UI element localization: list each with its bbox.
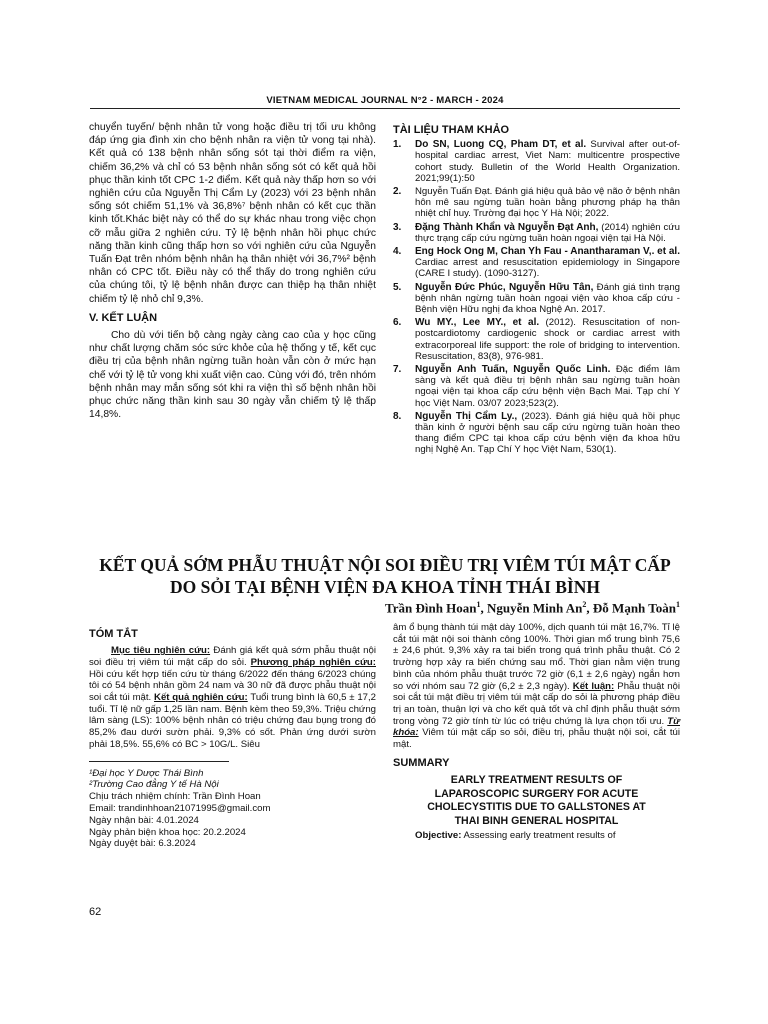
author-name: Trần Đình Hoan [385, 600, 477, 616]
reference-text: (2023). Đánh giá hiệu quả hồi phục thần kinh ở người bệnh sau cấp cứu ngừng tuần hoàn theo thang điểm CPC tại khoa cấp cứu bệnh viện đa khoa hữu nghị Nghệ An. Tạp Chí Y học Việt Nam, 530(1). [415, 410, 680, 456]
abstract-keywords-text: Viêm túi mật cấp so sỏi, điều trị, phẫu thuật nội soi, cắt túi mật. [393, 727, 680, 751]
summary-objective-text: Assessing early treatment results of [461, 830, 616, 842]
reference-authors: Nguyễn Thị Cẩm Ly., [415, 410, 518, 422]
reference-text: (2014) nghiên cứu thực trạng cấp cứu ngừng tuần hoàn ngoại viện tại Hà Nội. [415, 221, 681, 244]
abstract-column [89, 622, 376, 850]
reference-authors: Nguyễn Anh Tuấn, Nguyễn Quốc Linh. [415, 364, 611, 376]
reference-item [393, 364, 680, 409]
abstract-conclusion-text: Phẫu thuật nội soi cắt túi mật điều trị viêm túi mật cấp do sỏi là phương pháp điều trị an toàn, thuận lợi và cho kết quả tốt và chỉ định phẫu thuật sớm trong vòng 72 giờ tính từ lúc có triệu chứng là lựa chọn tối ưu. [393, 680, 680, 727]
abstract-paragraph [89, 645, 376, 750]
author-affiliation-mark: 1 [676, 600, 680, 609]
reference-text: Nguyễn Tuấn Đạt. Đánh giá hiệu quả bảo vệ não ở bệnh nhân hôn mê sau ngừng tuần hoàn bằng phương pháp hạ thân nhiệt chỉ huy. Trường đại học Y Hà Nội; 2022. [415, 186, 680, 220]
abstract-result-label: Kết quả nghiên cứu: [154, 692, 248, 704]
conclusion-heading: V. KẾT LUẬN [89, 311, 158, 324]
reference-item [393, 317, 680, 362]
author-affiliation-mark: 1 [476, 600, 481, 609]
summary-objective-label: Objective: [415, 830, 462, 842]
english-title-line: CHOLECYSTITIS DUE TO GALLSTONES AT [427, 801, 646, 814]
reference-number: 7. [393, 364, 402, 376]
abstract-conclusion-label: Kết luận: [572, 680, 615, 692]
author-affiliation-mark: 2 [582, 600, 587, 609]
article-title-line: KẾT QUẢ SỚM PHẪU THUẬT NỘI SOI ĐIỀU TRỊ VIÊM TÚI MẬT CẤP [99, 555, 671, 575]
header-rule [90, 108, 680, 109]
english-title [393, 774, 680, 828]
reference-number: 6. [393, 317, 402, 329]
author-email: Email: trandinhhoan21071995@gmail.com [89, 802, 271, 814]
reference-item [393, 246, 680, 280]
reference-item [393, 282, 680, 316]
reference-number: 8. [393, 410, 402, 422]
reference-text: Đặc điểm lâm sàng và kết quả điều trị bệnh nhân sau ngừng tuần hoàn ngoại viện tại khoa cấp cứu bệnh viện Bạch Mai. Tạp chí Y học Việt Nam. 03/07 2023;523(2). [415, 364, 680, 409]
reference-authors: Nguyễn Đức Phúc, Nguyễn Hữu Tân, [415, 281, 594, 293]
abstract-objective-text: Đánh giá kết quả sớm phẫu thuật nội soi điều trị viêm túi mật cấp do sỏi. [89, 645, 376, 668]
date-received: Ngày nhận bài: 4.01.2024 [89, 814, 199, 826]
reference-number: 2. [393, 186, 402, 198]
reference-item [393, 222, 680, 244]
conclusion-paragraph: Cho dù với tiến bộ càng ngày càng cao của y học cũng như chất lượng chăm sóc sức khỏe của hệ thống y tế, kết cục điều trị của bệnh nhân ngừng tuần hoàn vẫn còn ở mức hạn chế với tỷ lệ tử vong khi xuất viện cao. Cùng với đó, trên nhóm bệnh nhân may mắn sống sót khi ra viện thì số bệnh nhân hồi phục chức năng thần kinh sau 30 ngày vẫn chiếm tỷ lệ thấp 14,8%. [89, 330, 376, 421]
reference-text: Survival after out-of-hospital cardiac arrest, Viet Nam: multicentre prospective cohort study. Bulletin of the World Health Organization. 2021;99(1):50 [415, 139, 680, 184]
footnotes [89, 768, 376, 851]
author-name: Đỗ Mạnh Toàn [592, 600, 676, 616]
reference-authors: Wu MY., Lee MY., et al. [415, 317, 540, 329]
article-title [90, 554, 680, 598]
reference-number: 1. [393, 139, 402, 151]
date-accepted: Ngày duyệt bài: 6.3.2024 [89, 838, 196, 850]
affiliation-2: ²Trường Cao đẳng Y tế Hà Nội [89, 779, 219, 791]
reference-number: 4. [393, 246, 402, 258]
abstract-continuation [393, 622, 680, 751]
author-line: Trần Đình Hoan$^1$, Nguyễn Minh An$^2$, Đỗ Mạnh Toàn$^1$ [385, 600, 680, 616]
date-reviewed: Ngày phản biện khoa học: 20.2.2024 [89, 826, 246, 838]
references-title: TÀI LIỆU THAM KHẢO [393, 124, 510, 136]
reference-text: Cardiac arrest and resuscitation epidemiology in Singapore (CARE I study). (1090-3127). [415, 257, 680, 280]
abstract-method-text: Hồi cứu kết hợp tiến cứu từ tháng 6/2022 đến tháng 6/2023 chúng tôi có 54 bệnh nhân gồm 24 nam và 30 nữ đã được phẫu thuật nội soi cắt túi mật. [89, 668, 376, 704]
reference-item [393, 411, 680, 456]
reference-text: Đánh giá tình trạng bệnh nhân ngừng tuần hoàn ngoại viện vào khoa cấp cứu - Bệnh viện Hữu nghị đa khoa Nghệ An. 2017. [415, 281, 680, 316]
discussion-paragraph: chuyển tuyến/ bệnh nhân tử vong hoặc điều trị tối ưu không đáp ứng gia đình xin cho bệnh nhân ra viện tử vong tại nhà). Kết quả có 138 bệnh nhân sống sót tại thời điểm ra viện, chiếm 36,2% và chỉ có 53 bệnh nhân sống sót có kết quả hồi phục thần kinh tốt CPC 1-2 điểm. Kết quả này thấp hơn so với nghiên cứu của Nguyễn Thị Cẩm Ly (2023) với 23 bệnh nhân sống sót chiếm 51,1% và 36,8%⁷ bệnh nhân có kết cục thần kinh tốt.Khác biệt này có thể do sự khác nhau trong việc chọn cỡ mẫu giữa 2 nghiên cứu. Tỷ lệ bệnh nhân hồi phục chức năng thần kinh cũng thấp hơn so với nghiên cứu của Nguyễn Tuấn Đạt trên nhóm bệnh nhân hạ thân nhiệt với 36,7%² bệnh nhân có CPC tốt. Điều này có thể thấy do trong nghiên cứu của chúng tôi, tỷ lệ bệnh nhân được can thiệp hạ thân nhiệt chiếm tỷ lệ nhỏ chỉ 9,3%. [89, 122, 376, 305]
reference-authors: Eng Hock Ong M, Chan Yh Fau - Anantharaman V,. et al. [415, 246, 680, 258]
reference-item [393, 186, 680, 220]
discussion-column [89, 121, 376, 421]
english-title-line: THAI BINH GENERAL HOSPITAL [454, 814, 619, 827]
summary-heading: SUMMARY [393, 756, 450, 769]
abstract-objective-label: Mục tiêu nghiên cứu: [111, 645, 211, 657]
english-title-line: EARLY TREATMENT RESULTS OF [450, 773, 623, 786]
responsible-author: Chịu trách nhiệm chính: Trần Đình Hoan [89, 791, 261, 803]
abstract-method-label: Phương pháp nghiên cứu: [250, 656, 376, 668]
abstract-continuation-column [393, 622, 680, 842]
references-column [393, 121, 680, 458]
abstract-keywords-label: Từ khóa: [393, 715, 680, 739]
page-number: 62 [89, 906, 102, 918]
reference-number: 3. [393, 221, 402, 233]
abstract-result-text: Tuổi trung bình là 60,5 ± 17,2 tuổi. Tỉ lệ nữ gấp 1,25 lần nam. Bệnh kèm theo 59,3%. Triệu chứng lâm sàng (LS): 100% bệnh nhân có triệu chứng đau bụng trong đó 85,2% đau dưới sườn phải. 9,3% có sốt. Phản ứng dưới sườn phải 18,5%. 55,6% có BC > 10G/L. Siêu [89, 692, 376, 750]
reference-item [393, 139, 680, 184]
reference-number: 5. [393, 281, 402, 293]
author-name: Nguyễn Minh An [487, 600, 583, 616]
journal-header: VIETNAM MEDICAL JOURNAL N°2 - MARCH - 2024 [266, 95, 504, 106]
reference-text: (2012). Resuscitation of non-postcardiotomy cardiogenic shock or cardiac arrest with extracorporeal life support: the role of bridging to intervention. Resuscitation, 83(8), 976-981. [415, 317, 680, 362]
abstract-results-continued: âm ổ bụng thành túi mật dày 100%, dịch quanh túi mật 16,7%. Tỉ lệ cắt túi mật nội soi thành công 100%. Thời gian mổ trung bình 75,6 ± 24,6 phút. 9,3% xảy ra tai biến trong quá trình phẫu thuật. Có 2 trường hợp xảy ra biến chứng sau mổ. Thời gian nằm viện trung bình của nhóm phẫu thuật trước 72 giờ (6,1 ± 2,6 ngày) ngắn hơn so với nhóm sau 72 giờ (6,2 ± 2,3 ngày). [393, 622, 680, 692]
reference-authors: Do SN, Luong CQ, Pham DT, et al. [415, 139, 587, 151]
footnote-rule [89, 761, 229, 762]
reference-authors: Đặng Thành Khẩn và Nguyễn Đạt Anh, [415, 221, 599, 233]
article-title-line: DO SỎI TẠI BỆNH VIỆN ĐA KHOA TỈNH THÁI BÌNH [169, 577, 600, 597]
abstract-heading: TÓM TẮT [89, 628, 138, 640]
affiliation-1: ¹Đại học Y Dược Thái Bình [89, 767, 204, 779]
summary-paragraph [393, 830, 680, 842]
english-title-line: LAPAROSCOPIC SURGERY FOR ACUTE [434, 787, 639, 800]
